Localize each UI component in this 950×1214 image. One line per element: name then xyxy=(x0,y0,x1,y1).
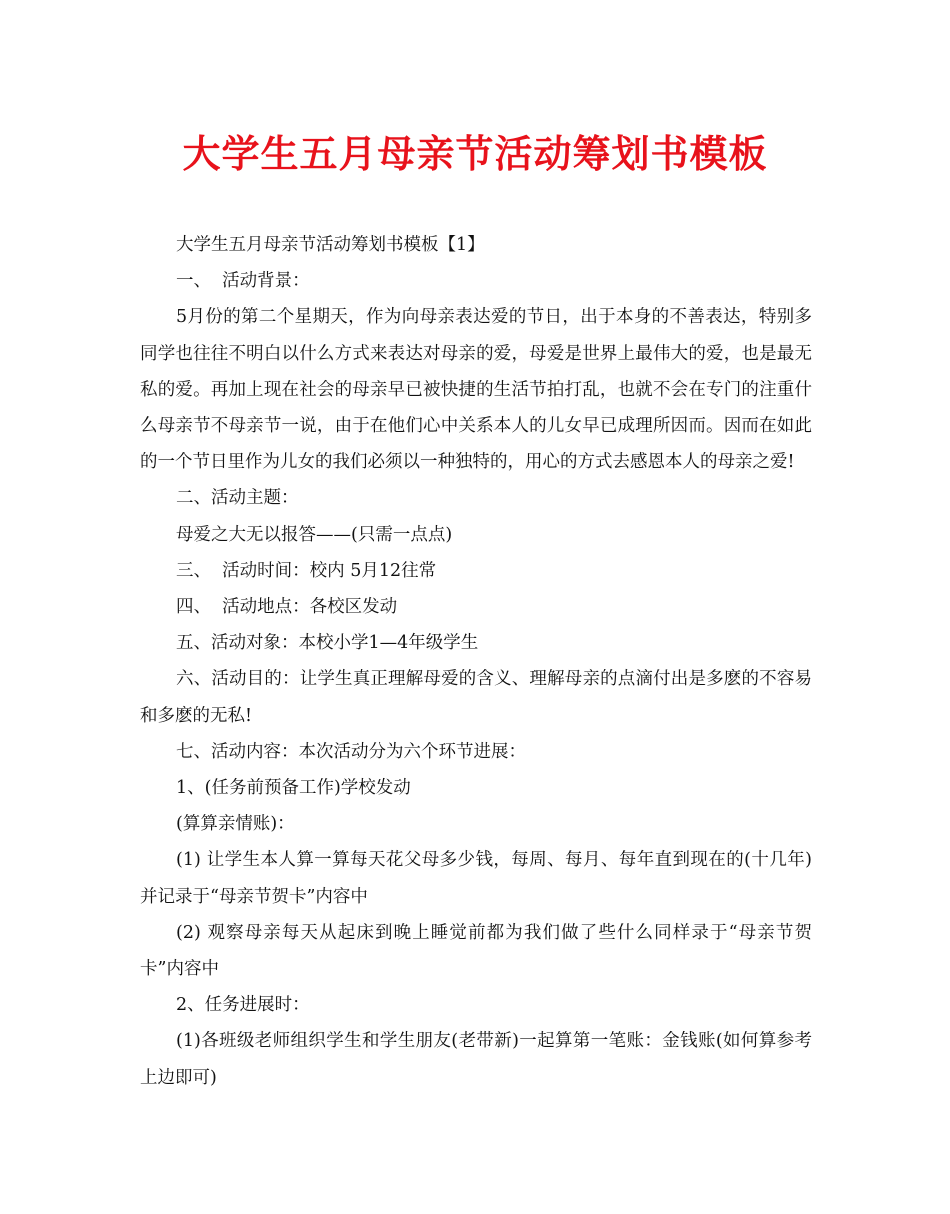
document-body xyxy=(140,227,812,1096)
paragraph-step-1-item-2: (2) 观察母亲每天从起床到晚上睡觉前都为我们做了些什么同样录于“母亲节贺卡”内容中 xyxy=(140,922,812,980)
paragraph-step-1-item-1: (1) 让学生本人算一算每天花父母多少钱，每周、每月、每年直到现在的(十几年)并记录于“母亲节贺卡”内容中 xyxy=(140,850,812,907)
paragraph-step-1-sub: (算算亲情账)： xyxy=(176,814,295,835)
paragraph-audience: 五、活动对象：本校小学1—4年级学生 xyxy=(176,633,479,654)
paragraph-location: 四、 活动地点：各校区发动 xyxy=(176,597,398,618)
document-title: 大学生五月母亲节活动筹划书模板 xyxy=(182,131,768,176)
paragraph-purpose: 六、活动目的：让学生真正理解母爱的含义、理解母亲的点滴付出是多麽的不容易和多麽的无私! xyxy=(140,669,812,726)
paragraph-step-1: 1、(任务前预备工作)学校发动 xyxy=(176,778,411,799)
paragraph-theme: 母爱之大无以报答——(只需一点点) xyxy=(176,524,453,545)
paragraph-step-2: 2、任务进展时： xyxy=(176,995,310,1016)
paragraph-heading-1: 大学生五月母亲节活动筹划书模板【1】 xyxy=(176,235,485,255)
paragraph-time: 三、 活动时间：校内 5月12往常 xyxy=(176,560,437,581)
paragraph-content: 七、活动内容：本次活动分为六个环节进展： xyxy=(176,741,526,762)
paragraph-section-2-label: 二、活动主题： xyxy=(176,488,299,509)
paragraph-step-2-item-1: (1)各班级老师组织学生和学生朋友(老带新)一起算第一笔账：金钱账(如何算参考上边即可) xyxy=(140,1031,812,1088)
paragraph-background: 5月份的第二个星期天，作为向母亲表达爱的节日，出于本身的不善表达，特别多同学也往往不明白以什么方式来表达对母亲的爱，母爱是世界上最伟大的爱，也是最无私的爱。再加上现在社会的母亲早已被快捷的生活节拍打乱，也就不会在专门的注重什么母亲节不母亲节一说，由于在他们心中关系本人的儿女早已成理所因而。因而在如此的一个节日里作为儿女的我们必须以一种独特的，用心的方式去感恩本人的母亲之爱! xyxy=(140,307,812,473)
paragraph-section-1-label: 一、 活动背景： xyxy=(176,271,310,292)
